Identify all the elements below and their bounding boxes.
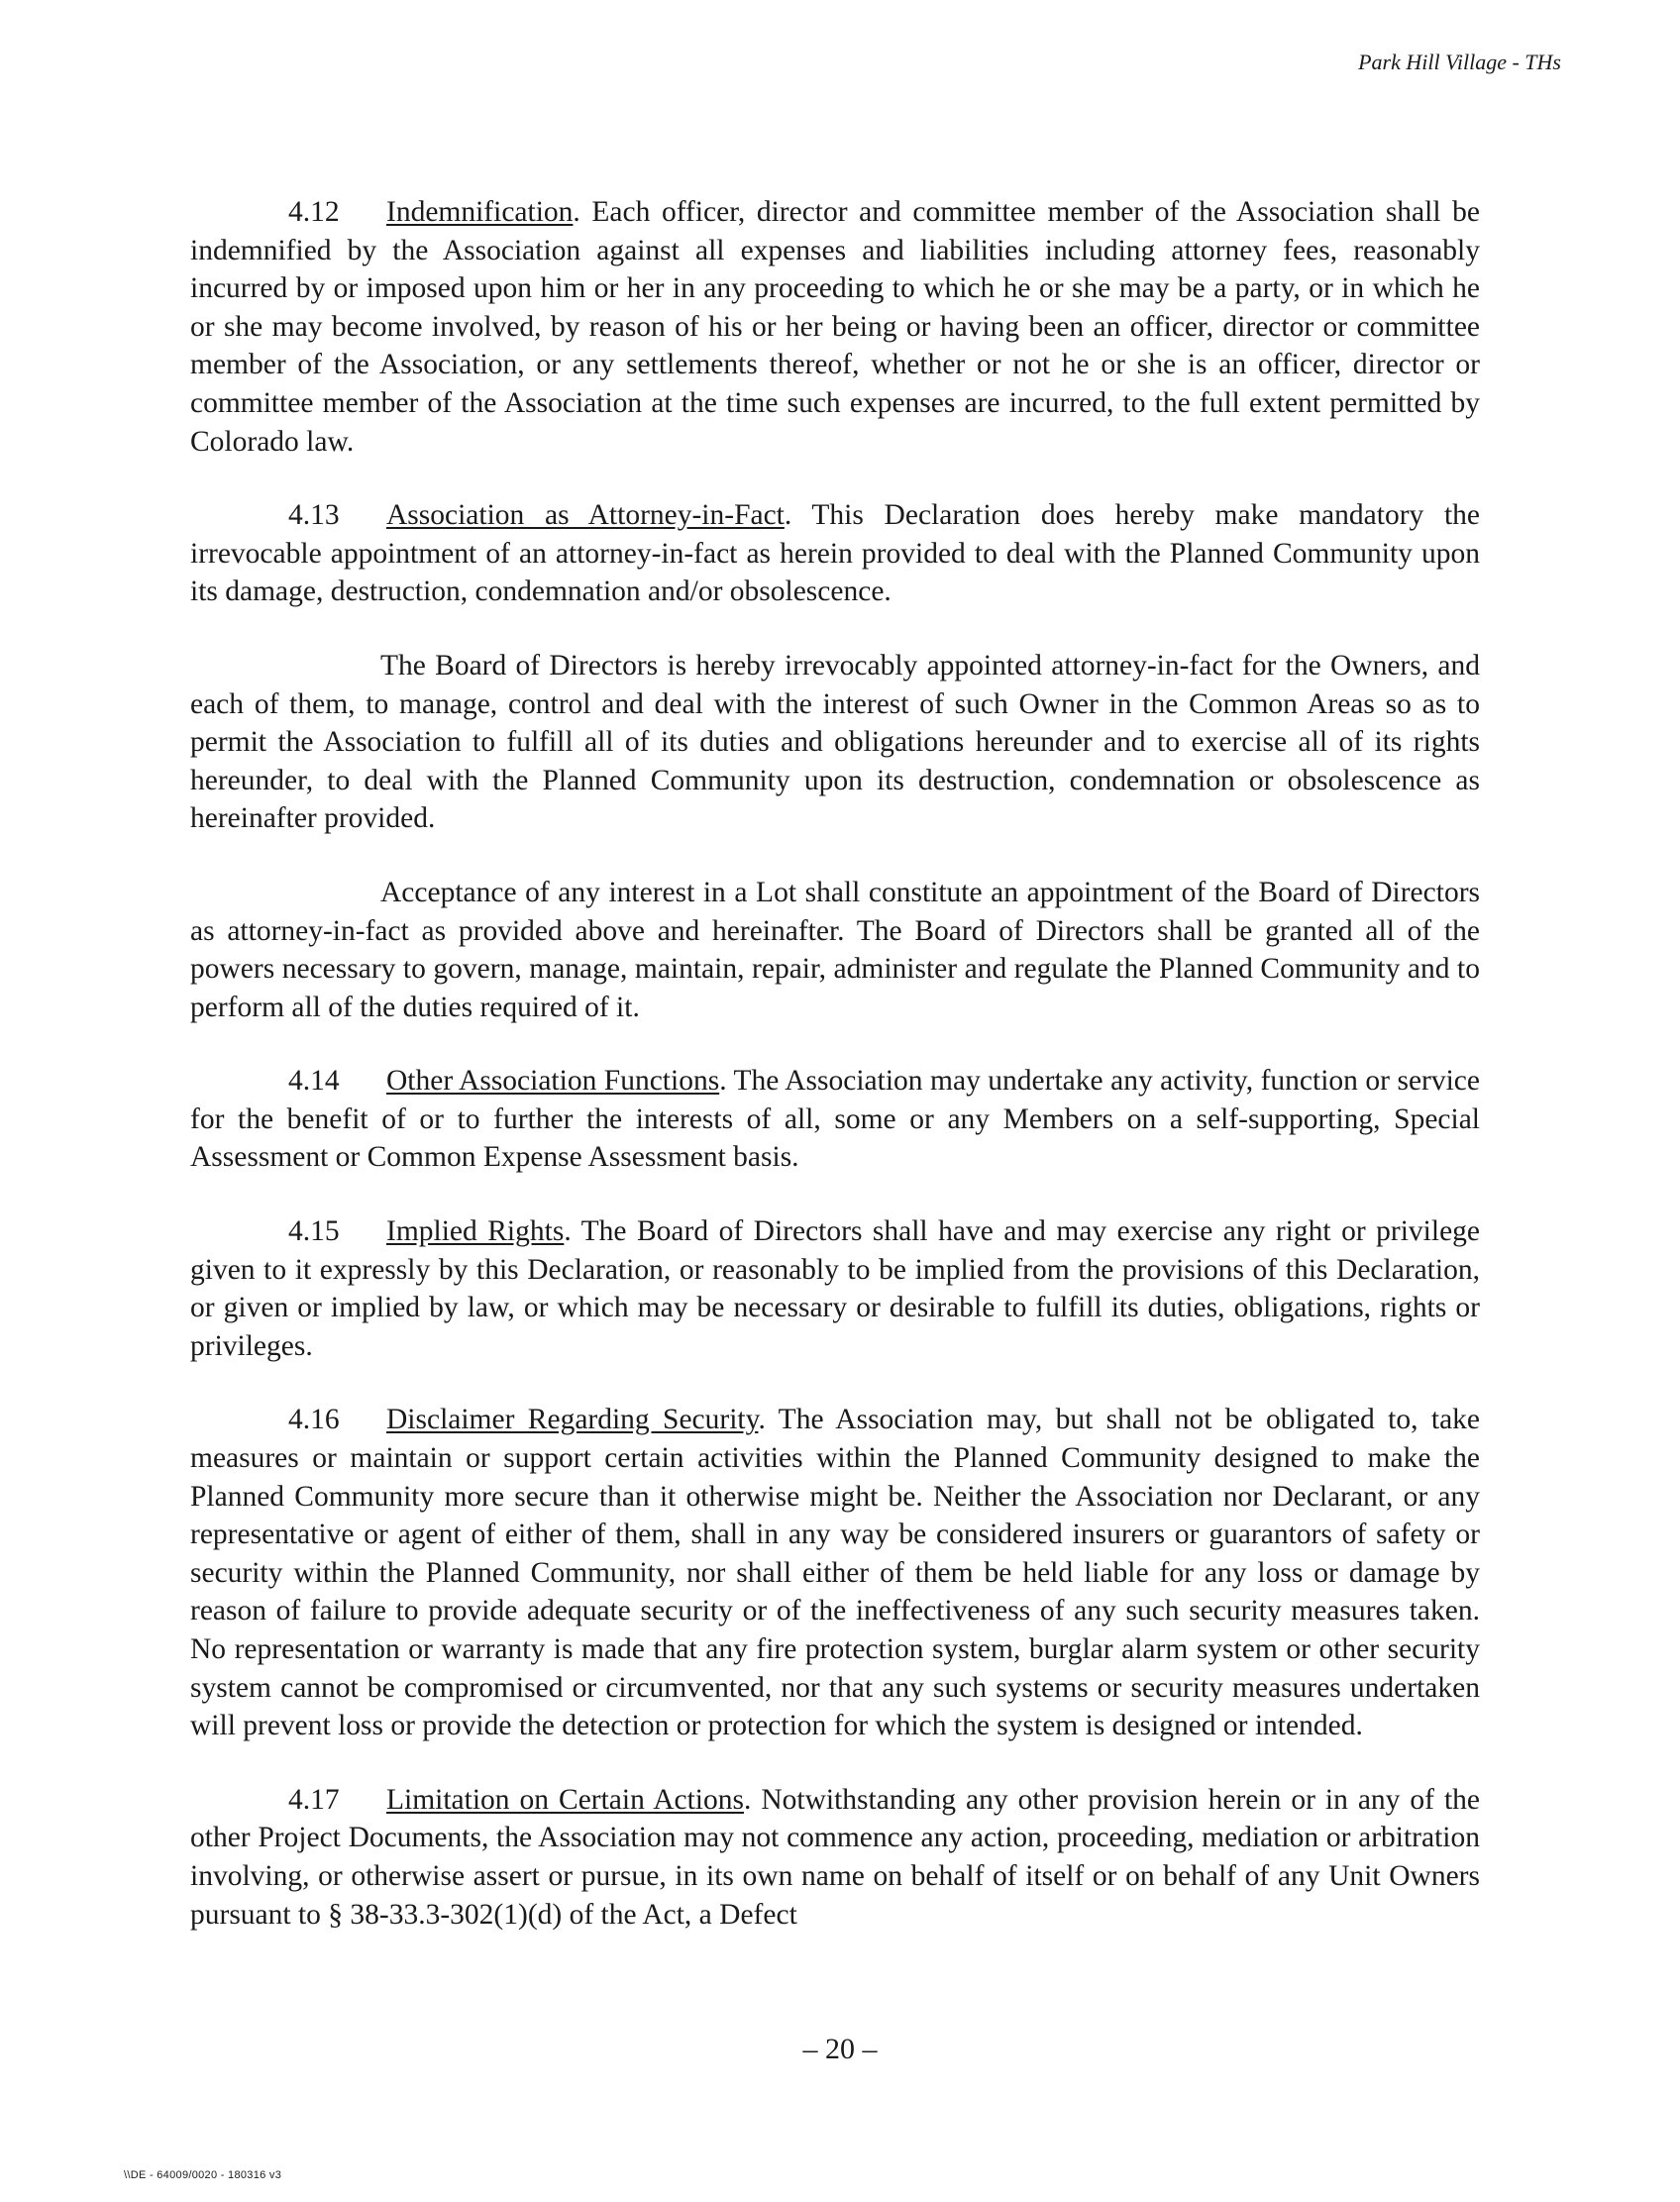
running-header: Park Hill Village - THs xyxy=(1358,50,1561,74)
section-number: 4.16 xyxy=(288,1404,340,1436)
page-number: – 20 – xyxy=(802,2033,878,2065)
section-4-14 xyxy=(190,1062,1480,1177)
section-text: . This Declaration does hereby make mandatory the irrevocable appointment of an attorney-in-fact as herein provided to deal with the Planned Community upon its damage, destruction, condemnation and/or obsolescence. xyxy=(190,499,1480,608)
section-text: . Each officer, director and committee member of the Association shall be indemnified by the Association against all expenses and liabilities including attorney fees, reasonably incurred by or imposed upon him or her in any proceeding to which he or she may be a party, or in which he or she may become involved, by reason of his or her being or having been an officer, director or committee member of the Association, or any settlements thereof, whether or not he or she is an officer, director or committee member of the Association at the time such expenses are incurred, to the full extent permitted by Colorado law. xyxy=(190,196,1480,458)
section-number: 4.12 xyxy=(288,196,340,228)
section-text: . The Association may undertake any activity, function or service for the benefit of or to further the interests of all, some or any Members on a self-supporting, Special Assessment or Common Expense Assessment basis. xyxy=(190,1065,1480,1174)
section-text: . The Board of Directors shall have and may exercise any right or privilege given to it expressly by this Declaration, or reasonably to be implied from the provisions of this Declaration, or given or implied by law, or which may be necessary or desirable to fulfill its duties, obligations, rights or privileges. xyxy=(190,1215,1481,1362)
section-4-16 xyxy=(190,1401,1480,1744)
section-4-15 xyxy=(190,1212,1480,1365)
section-text: . The Association may, but shall not be obligated to, take measures or maintain or support certain activities within the Planned Community designed to make the Planned Community more secure than it otherwise might be. Neither the Association nor Declarant, or any representative or agent of either of them, shall in any way be considered insurers or guarantors of safety or security within the Planned Community, nor shall either of them be held liable for any loss or damage by reason of failure to provide adequate security or of the ineffectiveness of any such security measures taken. No representation or warranty is made that any fire protection system, burglar alarm system or other security system cannot be compromised or circumvented, nor that any such systems or security measures undertaken will prevent loss or provide the detection or protection for which the system is designed or intended. xyxy=(190,1404,1480,1742)
section-heading: Implied Rights xyxy=(386,1215,565,1248)
section-4-17 xyxy=(190,1781,1480,1934)
section-heading: Disclaimer Regarding Security xyxy=(386,1404,759,1436)
section-4-13-paragraph: The Board of Directors is hereby irrevocably appointed attorney-in-fact for the Owners, and each of them, to manage, control and deal with the interest of such Owner in the Common Areas so as to permit the Association to fulfill all of its duties and obligations hereunder and to exercise all of its rights hereunder, to deal with the Planned Community upon its destruction, condemnation or obsolescence as hereinafter provided. xyxy=(190,649,1480,835)
document-reference: \\DE - 64009/0020 - 180316 v3 xyxy=(124,2169,282,2181)
section-number: 4.14 xyxy=(288,1065,340,1098)
section-number: 4.13 xyxy=(288,499,340,532)
section-4-13-paragraph: Acceptance of any interest in a Lot shall constitute an appointment of the Board of Directors as attorney-in-fact as provided above and hereinafter. The Board of Directors shall be granted all of the powers necessary to govern, manage, maintain, repair, administer and regulate the Planned Community and to perform all of the duties required of it. xyxy=(190,876,1480,1023)
section-4-12 xyxy=(190,193,1480,461)
section-number: 4.17 xyxy=(288,1783,340,1816)
document-body xyxy=(190,193,1480,1969)
section-4-13 xyxy=(190,496,1480,611)
section-heading: Limitation on Certain Actions xyxy=(386,1783,744,1816)
section-heading: Indemnification xyxy=(386,196,574,228)
section-heading: Association as Attorney-in-Fact xyxy=(386,499,785,532)
section-number: 4.15 xyxy=(288,1215,340,1248)
section-heading: Other Association Functions xyxy=(386,1065,720,1098)
section-text: . Notwithstanding any other provision herein or in any of the other Project Documents, the Association may not commence any action, proceeding, mediation or arbitration involving, or otherwise assert or pursue, in its own name on behalf of itself or on behalf of any Unit Owners pursuant to § 38-33.3-302(1)(d) of the Act, a Defect xyxy=(190,1783,1480,1931)
